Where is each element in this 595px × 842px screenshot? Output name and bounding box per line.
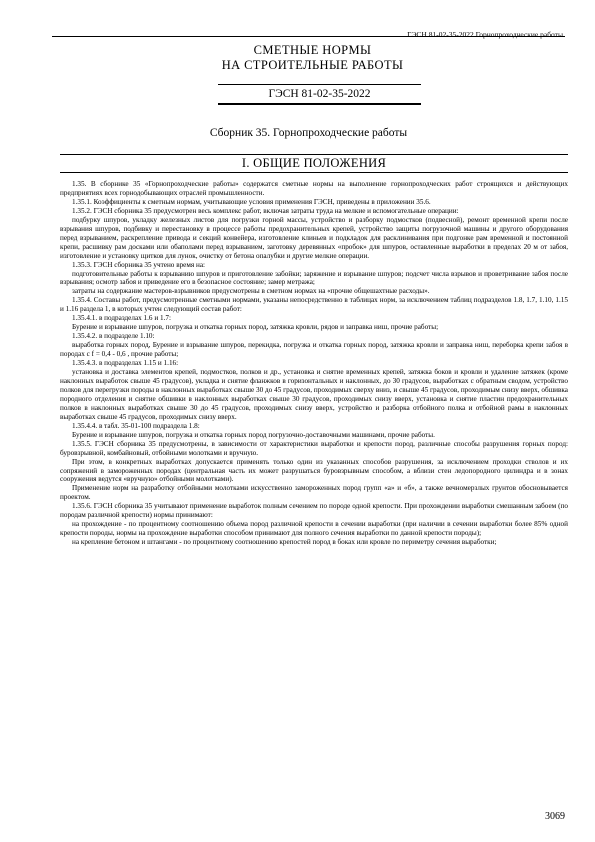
paragraph: 1.35.6. ГЭСН сборника 35 учитывают применение выработок полным сечением по породе одной крепости. При прохождении выработки смешанным забоем (по породам различной крепости) нормы принимают: [60, 502, 568, 520]
document-title [30, 43, 595, 72]
paragraph: установка и доставка элементов крепей, подмостков, полков и др., установка и снятие временных крепей, затяжка боков и кровли и удаление затяжек (кроме наклонных выработок свыше 45 градусов), укладка и снятие фланжков в горизонтальных и наклонных, до 30 градусов, выработках с обратным сводом, устройство полков для перегрузки породы в наклонных выработках свыше 30 до 45 градусов, проходимых сверху вниз, и свыше 45 градусов, проходимым снизу вверх, обшивка породного отделения и снятие обшивки в наклонных выработках свыше 30 градусов, проходимых снизу вверх, установка и снятие пластин предохранительных полков в наклонных выработках свыше 30 до 45 градусов, проходимых снизу вверх, устройство и разборка отбойного полка и отбойной рамы в наклонных выработках свыше 45 градусов, проходимых снизу вверх. [60, 368, 568, 421]
paragraph: 1.35.3. ГЭСН сборника 35 учтено время на: [72, 260, 206, 269]
paragraph: Применение норм на разработку отбойными молотками искусственно замороженных пород групп «а» и «б», а также вечномерзлых грунтов обосновывается проектом. [60, 484, 568, 502]
paragraph: 1.35.2. ГЭСН сборника 35 предусмотрен весь комплекс работ, включая затраты труда на мелкие и вспомогательные операции: [72, 206, 459, 215]
paragraph: Бурение и взрывание шпуров, погрузка и откатка горных пород, затяжка кровли, рядов и заправка ниш, прочие работы; [72, 323, 439, 332]
paragraph: 1.35.4.4. в табл. 35-01-100 подраздела 1.8: [72, 421, 200, 430]
paragraph: 1.35.4.3. в подразделах 1.15 и 1.16: [72, 359, 179, 368]
page-number: 3069 [545, 811, 565, 822]
paragraph: 1.35.4.2. в подразделе 1.10: [72, 332, 155, 341]
document-code-box [218, 84, 421, 104]
paragraph: Бурение и взрывание шпуров, погрузка и откатка горных пород погрузочно-доставочными машинами, прочие работы. [72, 430, 435, 439]
running-title: ГЭСН 81-02-35-2022 Горнопроходческие работы [407, 30, 563, 39]
paragraph: 1.35.1. Коэффициенты к сметным нормам, учитывающие условия применения ГЭСН, приведены в приложении 35.6. [72, 197, 431, 206]
paragraph: подбурку шпуров, укладку железных листов для погрузки горной массы, устройство и разборку подмостков (подвесной), ремонт временной крепи после взрывания шпуров, подбивку и перестановку в процессе работы предохранительных крепей, устройство защиты погрузочной машины и другого оборудования перед взрыванием, раскрепление привода и секций конвейера, изготовление клиньев и подкладок для расклинивания при подгонке рам временной и постоянной крепи, расшивку рам досками или обаполами перед взрыванием, заготовку деревянных «пробок» для шпуров, оставленные выработки в пределах 20 м от забоя, изготовление и установку щитков для лунок, очистку от бетона опалубки и другие мелкие операции. [60, 215, 568, 260]
collection-title: Сборник 35. Горнопроходческие работы [209, 127, 408, 139]
paragraph: на прохождение - по процентному соотношению объема пород различной крепости в сечении выработки (при наличии в сечении выработки более 85% одной крепости породы, нормы на прохождение выработки способом принимают для полного сечения выработки по данной крепости породы); [60, 520, 568, 538]
body-text [60, 180, 568, 547]
paragraph: 1.35.4. Составы работ, предусмотренные сметными нормами, указаны непосредственно в таблицах норм, за исключением таблиц подразделов 1.8, 1.7, 1.10, 1.15 и 1.16 раздела 1, в которых учтен следующий состав работ: [60, 296, 568, 314]
paragraph: подготовительные работы к взрыванию шпуров и приготовление забойки; заряжение и взрывание шпуров; подсчет числа взрывов и проветривание забоя после взрывания; осмотр забоя и приведение его в безопасное состояние; замер метража; [60, 269, 568, 287]
paragraph: 1.35. В сборнике 35 «Горнопроходческие работы» содержатся сметные нормы на выполнение горнопроходческих работ строящихся и действующих предприятиях всех горнодобывающих отраслей промышленности. [60, 180, 568, 197]
paragraph: 1.35.4.1. в подразделах 1.6 и 1.7: [72, 314, 171, 323]
paragraph: При этом, в конкретных выработках допускается применять только один из указанных способов разрушения, за исключением проходки стволов и их сопряжений в замороженных породах (центральная часть их может разрушаться буровзрывным способом, а вблизи стен ледопородного цилиндра и в зонах сооружения ведутся «вручную» отбойными молотками). [60, 457, 568, 484]
section-heading-box [60, 154, 568, 173]
document-code: ГЭСН 81-02-35-2022 [268, 88, 371, 100]
paragraph: на крепление бетоном и штангами - по процентному соотношению крепостей пород в боках или кровле по периметру сечения выработки; [72, 538, 497, 547]
title-line-1: СМЕТНЫЕ НОРМЫ [253, 43, 372, 57]
paragraph: затраты на содержание мастеров-взрывников предусмотрены в сметном нормах на «прочие общешахтные расходы». [72, 287, 430, 296]
section-heading: I. ОБЩИЕ ПОЛОЖЕНИЯ [241, 156, 387, 170]
paragraph: выработка горных пород, Бурение и взрывание шпуров, перекидка, погрузка и откатка горных пород, затяжка кровли и заправка ниш, переборка крепи забоя в породах с f = 0,4 - 0,6 , прочие работы; [60, 341, 568, 359]
running-header [52, 6, 565, 37]
title-line-2: НА СТРОИТЕЛЬНЫЕ РАБОТЫ [221, 57, 404, 72]
code-divider [218, 104, 421, 105]
paragraph: 1.35.5. ГЭСН сборника 35 предусмотрены, в зависимости от характеристики выработки и крепости пород, различные способы разрушения горных пород: буровзрывной, комбайновый, отбойными молотками и вручную. [60, 439, 568, 457]
